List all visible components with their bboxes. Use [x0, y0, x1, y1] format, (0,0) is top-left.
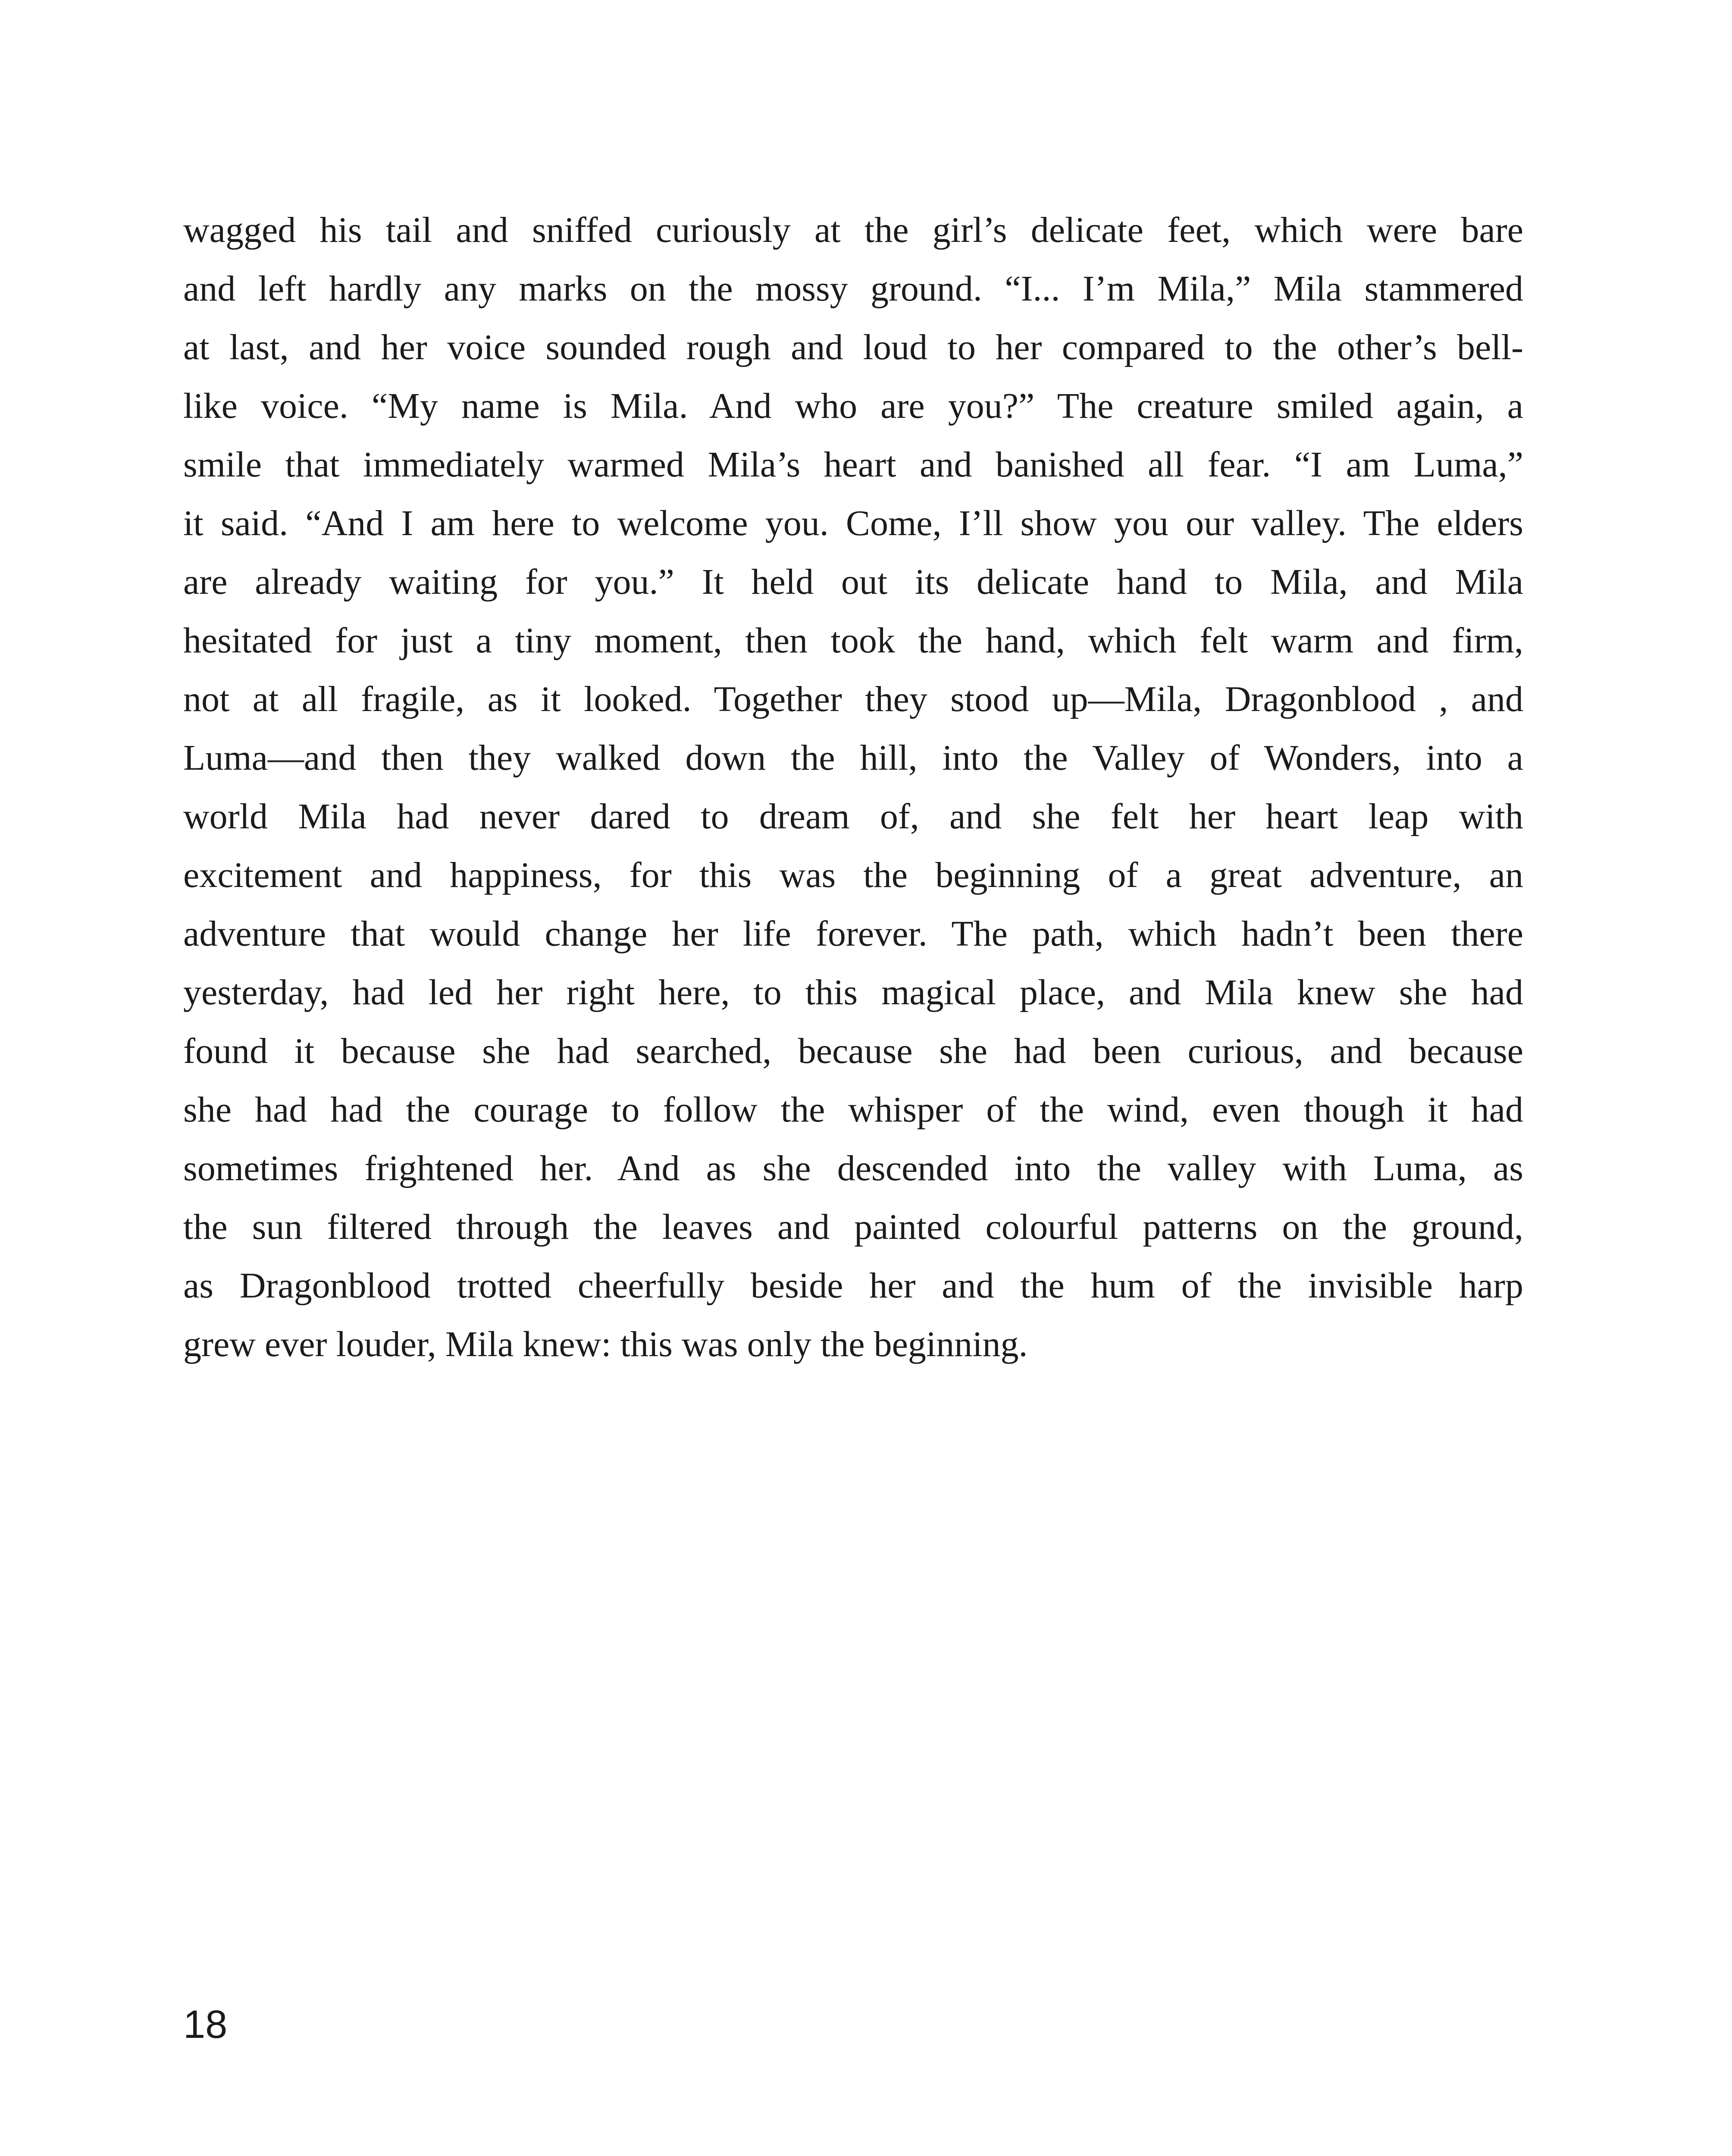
page-number: 18: [183, 2002, 228, 2046]
text-line: world Mila had never dared to dream of, and she felt her heart leap with: [183, 796, 1523, 837]
text-line: she had had the courage to follow the whisper of the wind, even though it had: [183, 1090, 1523, 1130]
body-paragraph: [183, 201, 1523, 1374]
text-line: at last, and her voice sounded rough and loud to her compared to the other’s bell-: [183, 327, 1523, 367]
text-line: smile that immediately warmed Mila’s heart and banished all fear. “I am Luma,”: [183, 445, 1523, 485]
text-line: excitement and happiness, for this was the beginning of a great adventure, an: [183, 855, 1523, 895]
text-line: Luma—and then they walked down the hill, into the Valley of Wonders, into a: [183, 738, 1523, 778]
text-line: and left hardly any marks on the mossy ground. “I... I’m Mila,” Mila stammered: [183, 269, 1523, 309]
text-line: hesitated for just a tiny moment, then took the hand, which felt warm and firm,: [183, 620, 1523, 661]
text-line: as Dragonblood trotted cheerfully beside her and the hum of the invisible harp: [183, 1266, 1523, 1306]
text-line: yesterday, had led her right here, to this magical place, and Mila knew she had: [183, 972, 1523, 1012]
text-line: found it because she had searched, because she had been curious, and because: [183, 1031, 1523, 1071]
text-line: not at all fragile, as it looked. Together they stood up—Mila, Dragonblood , and: [183, 679, 1523, 719]
text-line: grew ever louder, Mila knew: this was only the beginning.: [183, 1324, 1028, 1364]
text-line: are already waiting for you.” It held out its delicate hand to Mila, and Mila: [183, 562, 1523, 602]
text-line: it said. “And I am here to welcome you. Come, I’ll show you our valley. The elders: [183, 503, 1523, 543]
text-line: adventure that would change her life forever. The path, which hadn’t been there: [183, 914, 1523, 954]
text-line: wagged his tail and sniffed curiously at the girl’s delicate feet, which were bare: [183, 210, 1523, 250]
text-line: like voice. “My name is Mila. And who are you?” The creature smiled again, a: [183, 386, 1523, 426]
text-line: the sun filtered through the leaves and painted colourful patterns on the ground,: [183, 1207, 1523, 1247]
text-line: sometimes frightened her. And as she descended into the valley with Luma, as: [183, 1148, 1523, 1188]
